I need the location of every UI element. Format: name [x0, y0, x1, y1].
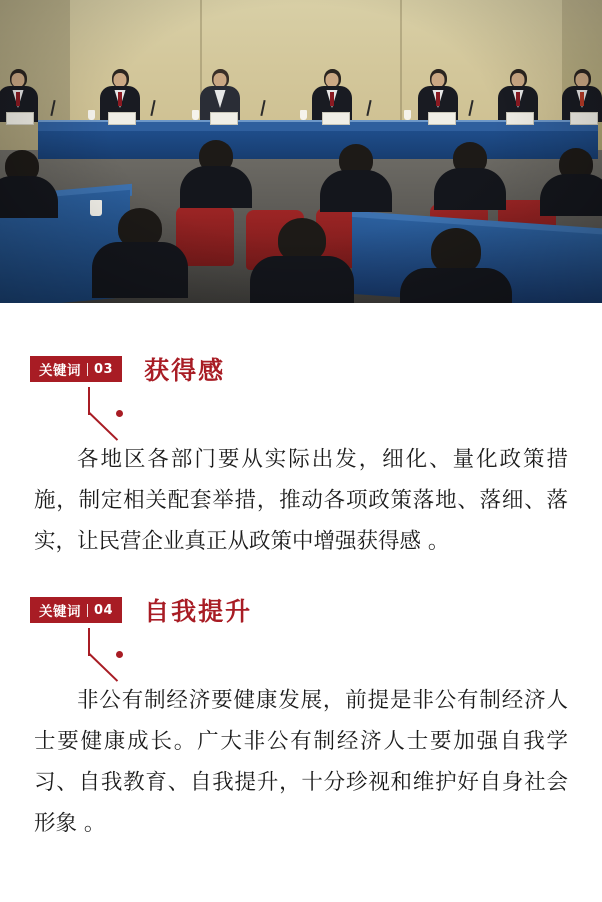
- connector-dot: [116, 410, 123, 417]
- photo-nameplate: [6, 112, 34, 125]
- photo-nameplate: [428, 112, 456, 125]
- photo-attendee: [180, 140, 252, 208]
- photo-teacup: [88, 110, 95, 120]
- keyword-badge-label: 关键词: [39, 363, 81, 379]
- photo-attendee: [540, 148, 602, 216]
- photo-head-table-skirt: [38, 131, 598, 159]
- header-photo: [0, 0, 602, 303]
- keyword-title: 自我提升: [144, 597, 253, 626]
- photo-attendee: [0, 150, 58, 218]
- keyword-badge-number: 03: [94, 361, 114, 377]
- photo-teacup: [404, 110, 411, 120]
- section-paragraph: 各地区各部门要从实际出发，细化、量化政策措施，制定相关配套举措，推动各项政策落地、落细、落实，让民营企业真正从政策中增强获得感 。: [34, 447, 568, 554]
- photo-teacup: [192, 110, 199, 120]
- keyword-header-04: [0, 592, 602, 628]
- keyword-badge: [30, 597, 122, 623]
- photo-nameplate: [322, 112, 350, 125]
- photo-teacup: [300, 110, 307, 120]
- article-body: [0, 303, 602, 902]
- photo-nameplate: [570, 112, 598, 125]
- keyword-badge-number: 04: [94, 602, 114, 618]
- section-paragraph: 非公有制经济要健康发展，前提是非公有制经济人士要健康成长。广大非公有制经济人士要加强自我学习、自我教育、自我提升，十分珍视和维护好自身社会形象 。: [34, 688, 568, 836]
- connector-diagonal-line: [88, 653, 118, 682]
- photo-attendee: [400, 228, 512, 303]
- keyword-connector-03: [30, 387, 602, 439]
- photo-nameplate: [108, 112, 136, 125]
- section-keyword-04: [0, 592, 602, 844]
- connector-dot: [116, 651, 123, 658]
- photo-attendee: [434, 142, 506, 210]
- keyword-connector-04: [30, 628, 602, 680]
- keyword-header-03: [0, 351, 602, 387]
- photo-attendee: [250, 218, 354, 303]
- keyword-badge-divider: [87, 604, 88, 617]
- keyword-title: 获得感: [144, 356, 226, 385]
- connector-diagonal-line: [88, 412, 118, 441]
- photo-attendee: [92, 208, 188, 298]
- photo-nameplate: [210, 112, 238, 125]
- section-keyword-03: [0, 351, 602, 562]
- photo-nameplate: [506, 112, 534, 125]
- keyword-badge-divider: [87, 363, 88, 376]
- keyword-badge: [30, 356, 122, 382]
- keyword-badge-label: 关键词: [39, 604, 81, 620]
- photo-attendee: [320, 144, 392, 212]
